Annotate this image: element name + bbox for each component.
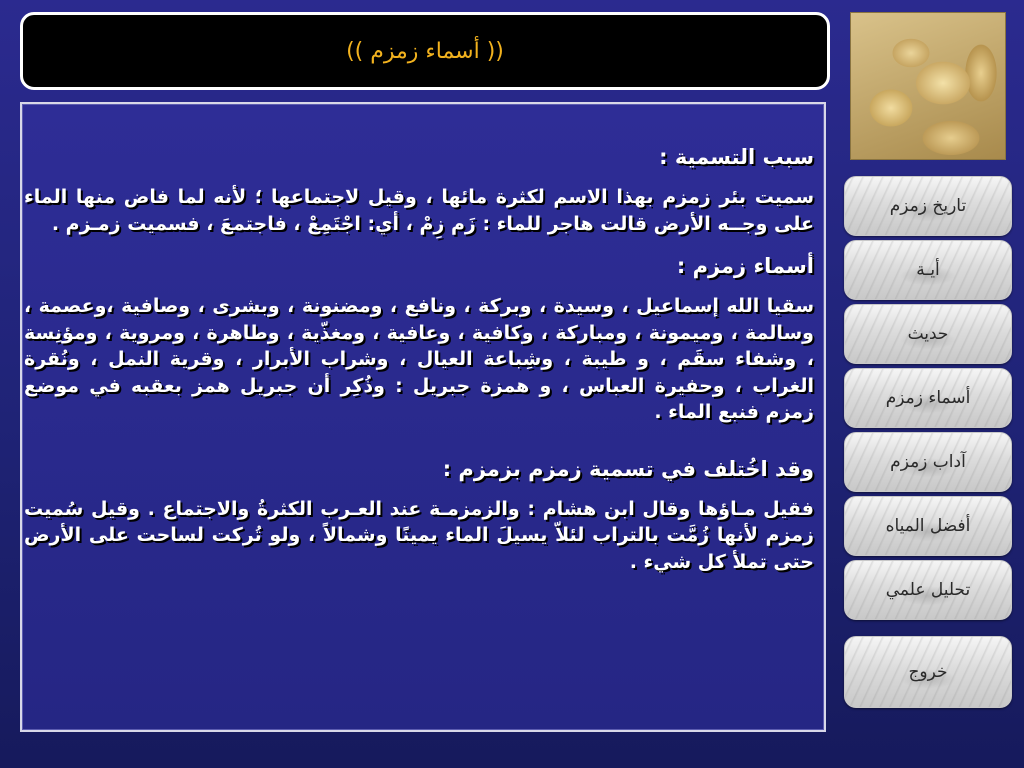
nav-label: أيـة [916, 260, 940, 280]
section-text-disagreement: فقيل مـاؤها وقال ابن هشام : والزمزمـة عند العـرب الكثرةُ والاجتماع . وقيل سُميت زمزم لأنها زُمَّت بالتراب لئلاّ يسيلَ الماء يمينًا وشمالاً ، ولو تُركت لساحت على الأرض حتى تملأ كل شيء . [24, 497, 814, 573]
nav-button-hadith[interactable] [844, 304, 1012, 364]
section-text-naming-reason: سميت بئر زمزم بهذا الاسم لكثرة مائها ، وقيل لاجتماعها ؛ لأنه لما فاض منها الماء على وجــه الأرض قالت هاجر للماء : زَم زِمْ ، أي: اجْتَمِعْ ، فاجتمعَ ، فسميت زمـزم . [24, 186, 814, 235]
content-panel [20, 102, 826, 732]
nav-button-best-water[interactable] [844, 496, 1012, 556]
nav-label: خروج [908, 662, 948, 682]
nav-label: تحليل علمي [885, 580, 971, 600]
section-heading-names: أسماء زمزم : [676, 254, 814, 278]
section-text-names: سقيا الله إسماعيل ، وسيدة ، وبركة ، ونافع ، ومضنونة ، وبشرى ، وصافية ،وعصمة ، وسالمة ، وميمونة ، ومباركة ، وكافية ، وعافية ، ومغذّية ، وطاهرة ، ومروية ، ومؤنِسة ، وشفاء سقَم ، و طيبة ، وشِباعة العيال ، وشراب الأبرار ، وقرية النمل ، ونُقرة الغراب ، وحفيرة العباس ، و همزة جبريل : وذُكِر أن جبريل همز بعقبه في موضع زمزم فنبع الماء . [24, 295, 814, 423]
nav-button-zamzam-names[interactable] [844, 368, 1012, 428]
nav-button-scientific-analysis[interactable] [844, 560, 1012, 620]
nav-label: أفضل المياه [885, 516, 971, 536]
nav-button-zamzam-etiquette[interactable] [844, 432, 1012, 492]
section-heading-disagreement: وقد اخُتلف في تسمية زمزم بزمزم : [442, 456, 814, 481]
nav-label: أسماء زمزم [885, 388, 971, 408]
title-bar [20, 12, 830, 90]
page-title: (( أسماء زمزم )) [346, 38, 504, 64]
nav-button-verse[interactable] [844, 240, 1012, 300]
nav-label: حديث [907, 324, 949, 344]
spacer [24, 440, 814, 454]
nav-label: آداب زمزم [890, 452, 966, 472]
zamzam-photo [850, 12, 1006, 160]
exit-button[interactable] [844, 636, 1012, 708]
nav-label: تاريخ زمزم [889, 196, 967, 216]
section-heading-naming-reason: سبب التسمية : [659, 145, 814, 169]
nav-button-zamzam-history[interactable] [844, 176, 1012, 236]
content-body [24, 142, 814, 589]
